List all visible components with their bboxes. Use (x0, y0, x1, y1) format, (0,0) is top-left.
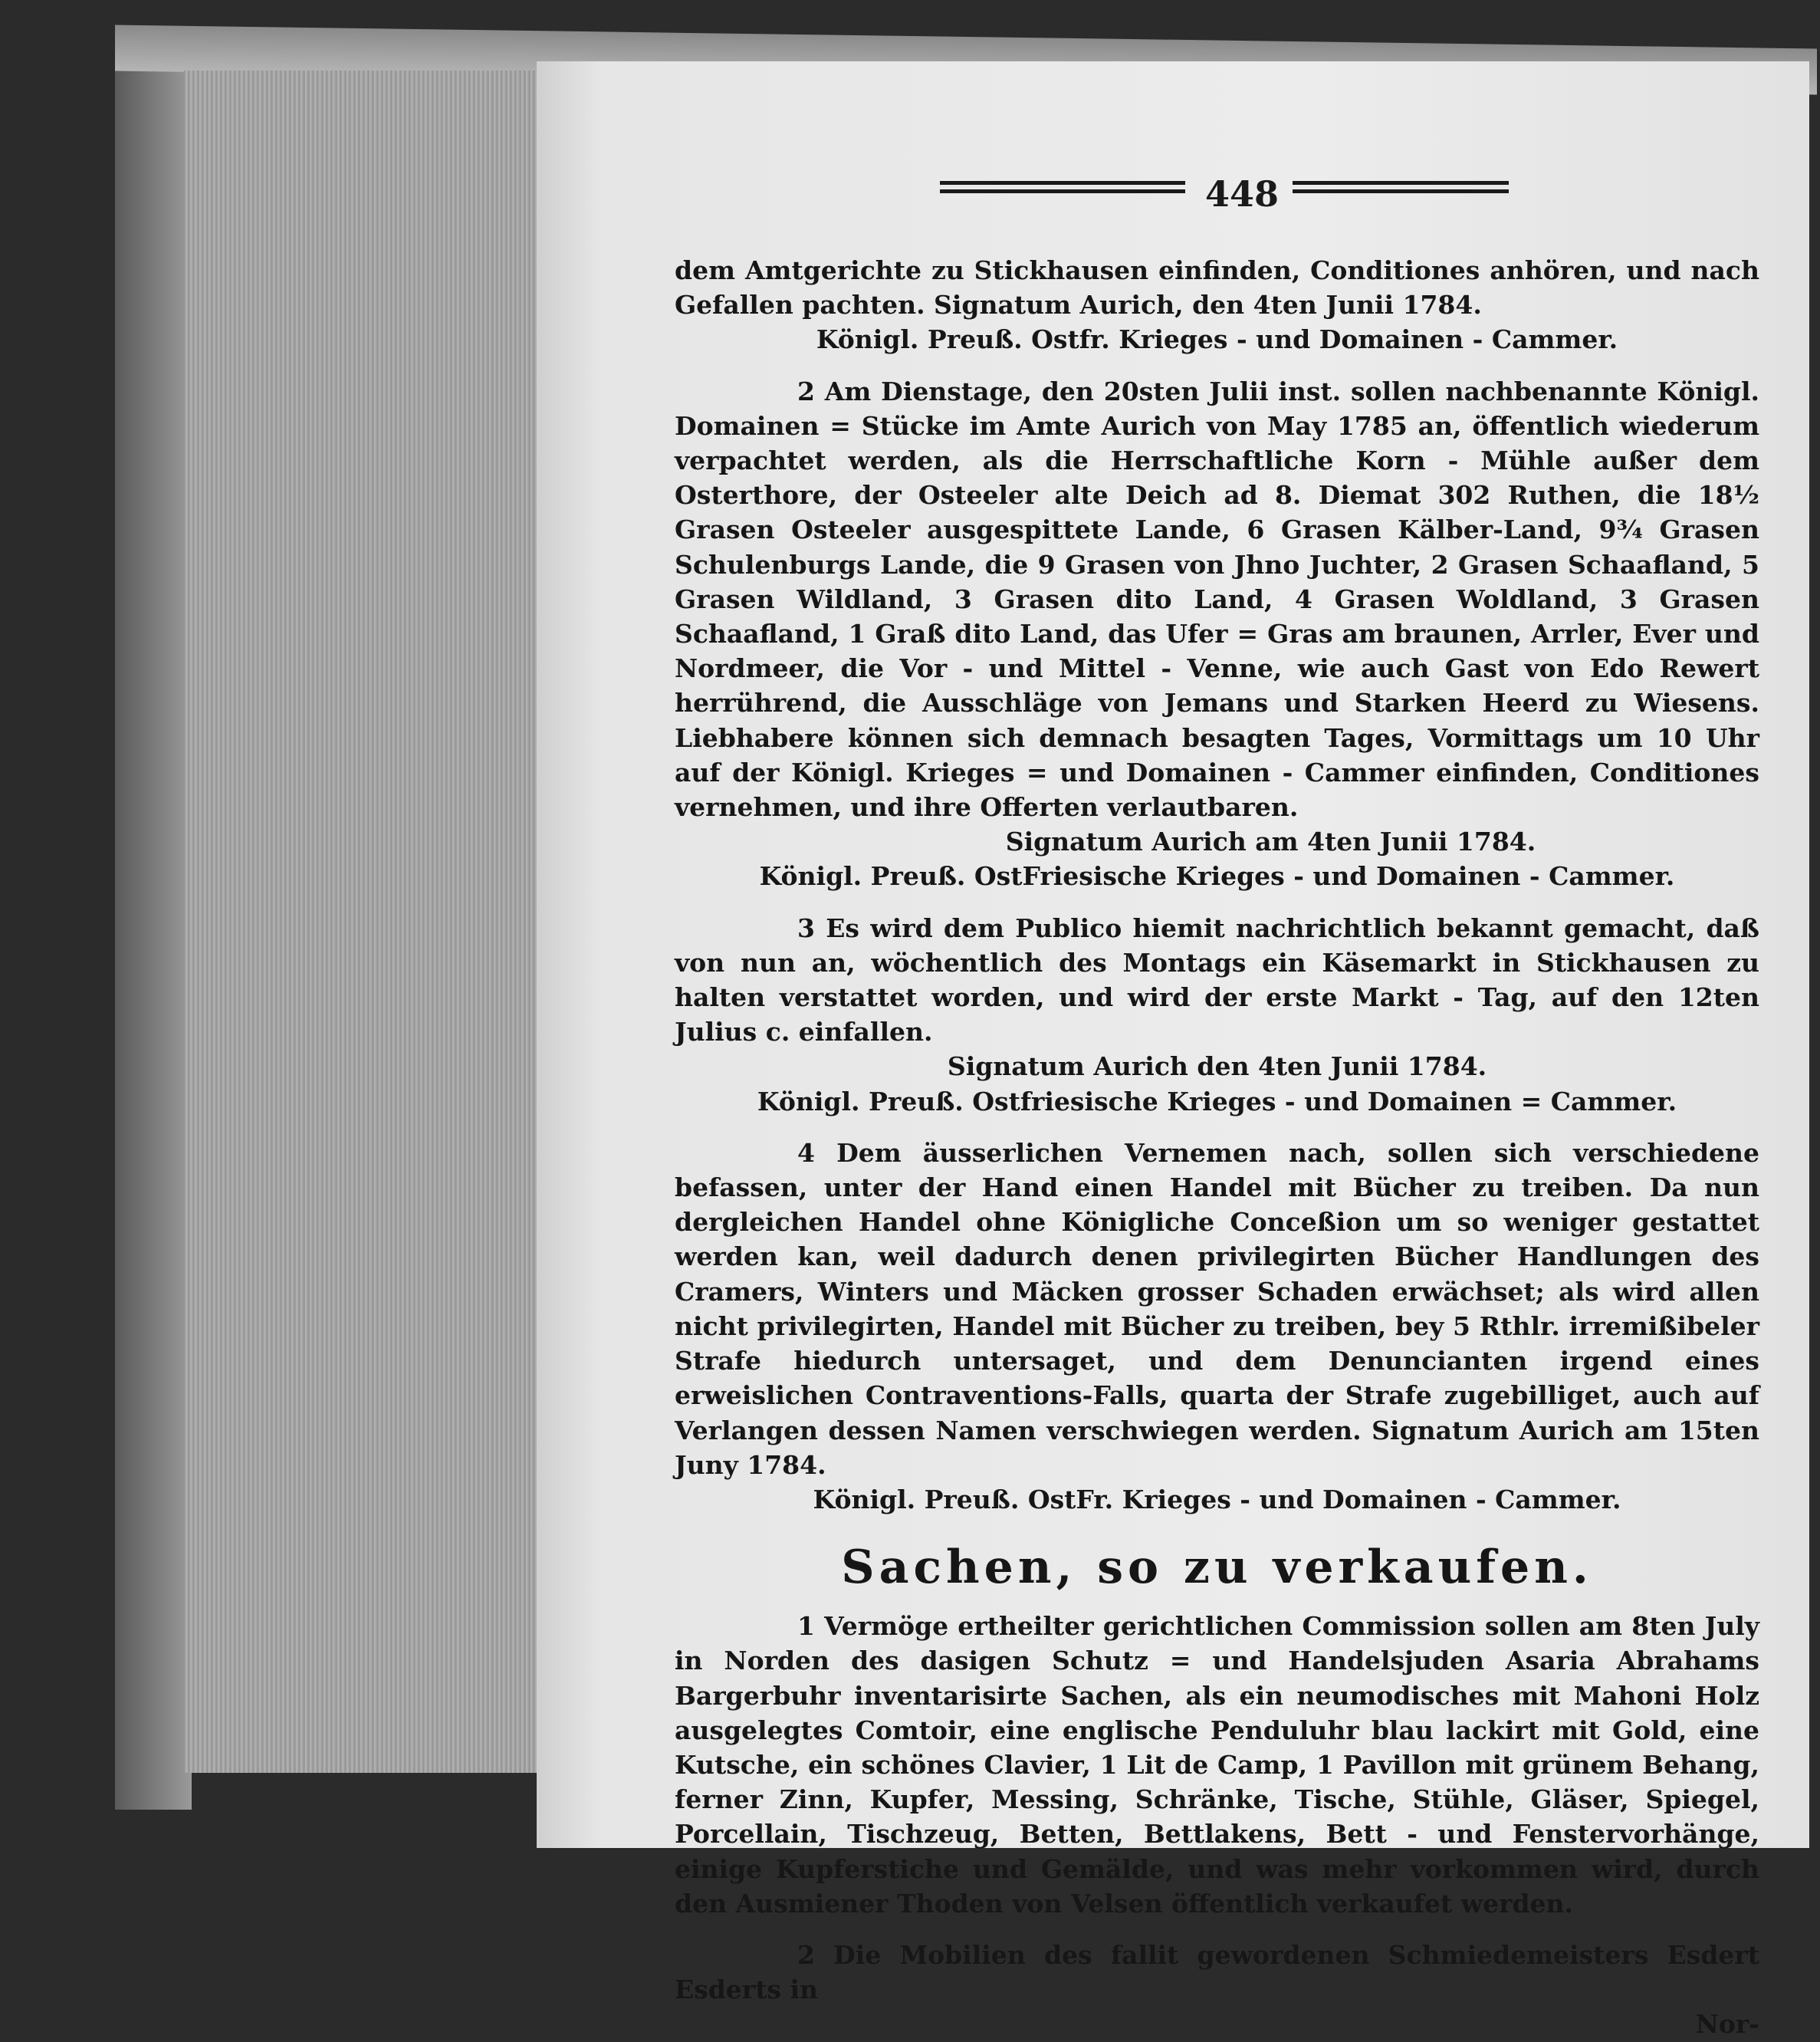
header-rule-left (940, 181, 1185, 204)
notice-date-line: Signatum Aurich am 4ten Junii 1784. (1005, 827, 1536, 857)
page-text (675, 253, 1759, 2042)
book-cover-edge (115, 46, 192, 1810)
notice-continuation: dem Amtgerichte zu Stickhausen einfinden, Conditiones anhören, und nach Gefallen pachten. Signatum Aurich, den 4ten Junii 1784. (675, 255, 1759, 321)
sale-item-2: 2 Die Mobilien des fallit gewordenen Schmiedemeisters Esdert Esderts in (675, 1939, 1759, 2005)
sale-item-1: 1 Vermöge ertheilter gerichtlichen Commission sollen am 8ten July in Norden des dasigen Schutz = und Handelsjuden Asaria Abrahams Bargerbuhr inventarisirte Sachen, als ein neumodisches mit Mahoni Holz ausgelegtes Comtoir, eine englische Penduluhr blau lackirt mit Gold, eine Kutsche, ein schönes Clavier, 1 Lit de Camp, 1 Pavillon mit grünem Behang, ferner Zinn, Kupfer, Messing, Schränke, Tische, Stühle, Gläser, Spiegel, Porcellain, Tischzeug, Betten, Bettlakens, Bett - und Fenstervorhänge, einige Kupferstiche und Gemälde, und was mehr vorkommen wird, durch den Ausmiener Thoden von Velsen öffentlich verkaufet werden. (675, 1611, 1759, 1919)
page-block-edge (184, 71, 537, 1773)
header-rule-right (1293, 181, 1509, 204)
notice-date-line: Signatum Aurich den 4ten Junii 1784. (947, 1051, 1487, 1082)
notice-4: 4 Dem äusserlichen Vernemen nach, sollen sich verschiedene befassen, unter der Hand einen Handel mit Bücher zu treiben. Da nun dergleichen Handel ohne Königliche Conceßion um so weniger gestattet werden kan, weil dadurch denen privilegirten Bücher Handlungen des Cramers, Winters und Mäcken grosser Schaden erwächset; als wird allen nicht privilegirten, Handel mit Bücher zu treiben, bey 5 Rthlr. irremißibeler Strafe hiedurch untersaget, und dem Denuncianten irgend eines erweislichen Contraventions-Falls, quarta der Strafe zugebilliget, auch auf Verlangen dessen Namen verschwiegen werden. Signatum Aurich am 15ten Juny 1784. (675, 1137, 1759, 1480)
notice-2: 2 Am Dienstage, den 20sten Julii inst. sollen nachbenannte Königl. Domainen = Stücke im Amte Aurich von May 1785 an, öffentlich wiederum verpachtet werden, als die Herrschaftliche Korn - Mühle außer dem Osterthore, der Osteeler alte Deich ad 8. Diemat 302 Ruthen, die 18½ Grasen Osteeler ausgespittete Lande, 6 Grasen Kälber-Land, 9¾ Grasen Schulenburgs Lande, die 9 Grasen von Jhno Juchter, 2 Grasen Schaafland, 5 Grasen Wildland, 3 Grasen dito Land, 4 Grasen Woldland, 3 Grasen Schaafland, 1 Graß dito Land, das Ufer = Gras am braunen, Arrler, Ever und Nordmeer, die Vor - und Mittel - Venne, wie auch Gast von Edo Rewert herrührend, die Ausschläge von Jemans und Starken Heerd zu Wiesens. Liebhabere können sich demnach besagten Tages, Vormittags um 10 Uhr auf der Königl. Krieges = und Domainen - Cammer einfinden, Conditiones vernehmen, und ihre Offerten verlautbaren. (675, 376, 1759, 823)
catchword: Nor- (1695, 2009, 1759, 2040)
notice-signature: Königl. Preuß. OstFr. Krieges - und Domainen - Cammer. (813, 1484, 1621, 1514)
section-heading: Sachen, so zu verkaufen. (841, 1541, 1593, 1595)
notice-signature: Königl. Preuß. Ostfriesische Krieges - und Domainen = Cammer. (757, 1086, 1677, 1116)
notice-3: 3 Es wird dem Publico hiemit nachrichtlich bekannt gemacht, daß von nun an, wöchentlich des Montags ein Käsemarkt in Stickhausen zu halten verstattet worden, und wird der erste Markt - Tag, auf den 12ten Julius c. einfallen. (675, 912, 1759, 1047)
notice-signature: Königl. Preuß. OstFriesische Krieges - und Domainen - Cammer. (759, 861, 1675, 892)
page-number: 448 (1204, 173, 1280, 215)
notice-signature: Königl. Preuß. Ostfr. Krieges - und Domainen - Cammer. (816, 324, 1618, 355)
